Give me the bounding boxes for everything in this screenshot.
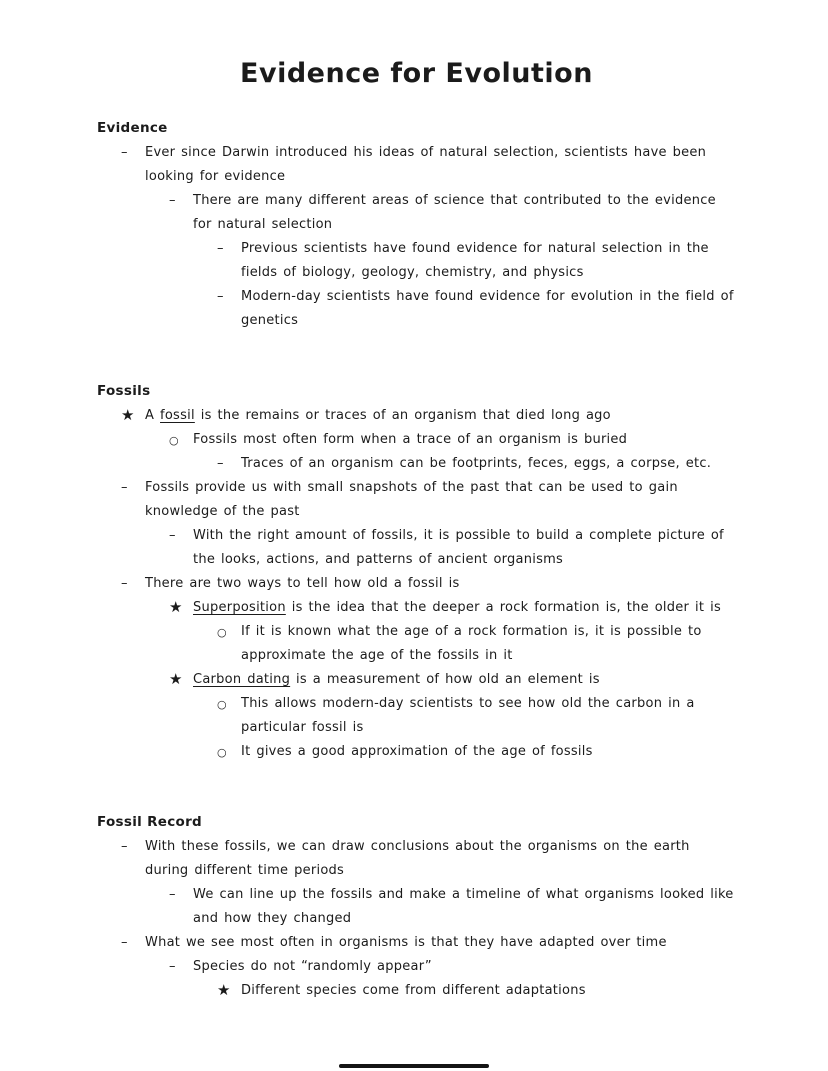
section-heading: Evidence bbox=[97, 120, 168, 136]
note-section bbox=[97, 116, 736, 333]
list-item-text bbox=[145, 839, 690, 878]
list-item-text bbox=[145, 480, 678, 519]
dash-bullet-icon: – bbox=[121, 839, 128, 854]
list-item-text bbox=[241, 983, 586, 998]
circle-bullet-icon: ○ bbox=[217, 697, 227, 711]
list-item-text bbox=[145, 408, 611, 423]
text-segment: With the right amount of fossils, it is possible to build a complete picture of the looks, actions, and patterns of ancient organisms bbox=[193, 528, 724, 567]
star-bullet-icon: ★ bbox=[121, 406, 135, 424]
document-title: Evidence for Evolution bbox=[240, 58, 593, 89]
dash-bullet-icon: – bbox=[217, 456, 224, 471]
star-bullet-icon: ★ bbox=[217, 981, 231, 999]
list-item bbox=[97, 141, 736, 189]
note-section bbox=[97, 810, 736, 1003]
list-item bbox=[97, 955, 736, 979]
text-segment: With these fossils, we can draw conclusions about the organisms on the earth during different time periods bbox=[145, 839, 690, 878]
list-item-text bbox=[241, 744, 593, 759]
text-segment: There are two ways to tell how old a fossil is bbox=[145, 576, 460, 591]
text-segment: Species do not “randomly appear” bbox=[193, 959, 432, 974]
note-section bbox=[97, 379, 736, 764]
list-item bbox=[97, 428, 736, 452]
text-segment: Different species come from different adaptations bbox=[241, 983, 586, 998]
sections-container bbox=[97, 116, 736, 1003]
list-item-text bbox=[193, 672, 600, 687]
text-segment: Traces of an organism can be footprints, feces, eggs, a corpse, etc. bbox=[241, 456, 712, 471]
list-item-text bbox=[193, 600, 721, 615]
circle-bullet-icon: ○ bbox=[217, 745, 227, 759]
list-item bbox=[97, 596, 736, 620]
text-segment: A bbox=[145, 408, 161, 423]
dash-bullet-icon: – bbox=[217, 289, 224, 304]
text-segment: Previous scientists have found evidence for natural selection in the fields of biology, geology, chemistry, and physics bbox=[241, 241, 709, 280]
text-segment: There are many different areas of science that contributed to the evidence for natural selection bbox=[193, 193, 716, 232]
dash-bullet-icon: – bbox=[169, 528, 176, 543]
star-bullet-icon: ★ bbox=[169, 598, 183, 616]
text-segment: is the remains or traces of an organism that died long ago bbox=[194, 408, 611, 423]
list-item-text bbox=[145, 576, 460, 591]
text-segment: It gives a good approximation of the age of fossils bbox=[241, 744, 593, 759]
list-item-text bbox=[193, 193, 716, 232]
list-item-text bbox=[193, 959, 432, 974]
list-item-text bbox=[241, 241, 709, 280]
text-segment: is a measurement of how old an element is bbox=[290, 672, 600, 687]
text-segment: Modern-day scientists have found evidence for evolution in the field of genetics bbox=[241, 289, 734, 328]
list-item bbox=[97, 931, 736, 955]
text-segment: What we see most often in organisms is that they have adapted over time bbox=[145, 935, 667, 950]
underlined-term: fossil bbox=[160, 408, 195, 423]
list-item bbox=[97, 668, 736, 692]
list-item-text bbox=[241, 289, 734, 328]
dash-bullet-icon: – bbox=[121, 576, 128, 591]
list-item-text bbox=[241, 456, 711, 471]
dash-bullet-icon: – bbox=[169, 959, 176, 974]
list-item-text bbox=[193, 887, 734, 926]
section-heading: Fossil Record bbox=[97, 814, 203, 830]
list-item-text bbox=[193, 432, 627, 447]
list-item-text bbox=[241, 696, 695, 735]
list-item bbox=[97, 524, 736, 572]
home-indicator-bar[interactable] bbox=[339, 1064, 489, 1068]
list-item bbox=[97, 189, 736, 237]
underlined-term: Superposition bbox=[193, 600, 286, 615]
dash-bullet-icon: – bbox=[121, 145, 128, 160]
list-item bbox=[97, 835, 736, 883]
list-item bbox=[97, 237, 736, 285]
text-segment: We can line up the fossils and make a timeline of what organisms looked like and how they changed bbox=[193, 887, 734, 926]
list-item bbox=[97, 572, 736, 596]
text-segment: Ever since Darwin introduced his ideas of natural selection, scientists have been looking for evidence bbox=[145, 145, 707, 184]
star-bullet-icon: ★ bbox=[169, 670, 183, 688]
text-segment: Fossils provide us with small snapshots of the past that can be used to gain knowledge of the past bbox=[145, 480, 678, 519]
dash-bullet-icon: – bbox=[121, 480, 128, 495]
dash-bullet-icon: – bbox=[169, 193, 176, 208]
text-segment: is the idea that the deeper a rock formation is, the older it is bbox=[285, 600, 721, 615]
list-item bbox=[97, 620, 736, 668]
list-item bbox=[97, 979, 736, 1003]
section-heading: Fossils bbox=[97, 383, 151, 399]
underlined-term: Carbon dating bbox=[193, 672, 291, 687]
list-item-text bbox=[145, 935, 667, 950]
circle-bullet-icon: ○ bbox=[169, 433, 179, 447]
list-item bbox=[97, 452, 736, 476]
list-item bbox=[97, 883, 736, 931]
circle-bullet-icon: ○ bbox=[217, 625, 227, 639]
list-item-text bbox=[145, 145, 706, 184]
dash-bullet-icon: – bbox=[169, 887, 176, 902]
dash-bullet-icon: – bbox=[217, 241, 224, 256]
text-segment: If it is known what the age of a rock formation is, it is possible to approximate the age of the fossils in it bbox=[241, 624, 702, 663]
text-segment: This allows modern-day scientists to see how old the carbon in a particular fossil is bbox=[241, 696, 695, 735]
list-item bbox=[97, 476, 736, 524]
dash-bullet-icon: – bbox=[121, 935, 128, 950]
text-segment: Fossils most often form when a trace of an organism is buried bbox=[193, 432, 628, 447]
list-item bbox=[97, 692, 736, 740]
list-item bbox=[97, 740, 736, 764]
list-item bbox=[97, 285, 736, 333]
list-item-text bbox=[193, 528, 724, 567]
list-item bbox=[97, 404, 736, 428]
list-item-text bbox=[241, 624, 702, 663]
